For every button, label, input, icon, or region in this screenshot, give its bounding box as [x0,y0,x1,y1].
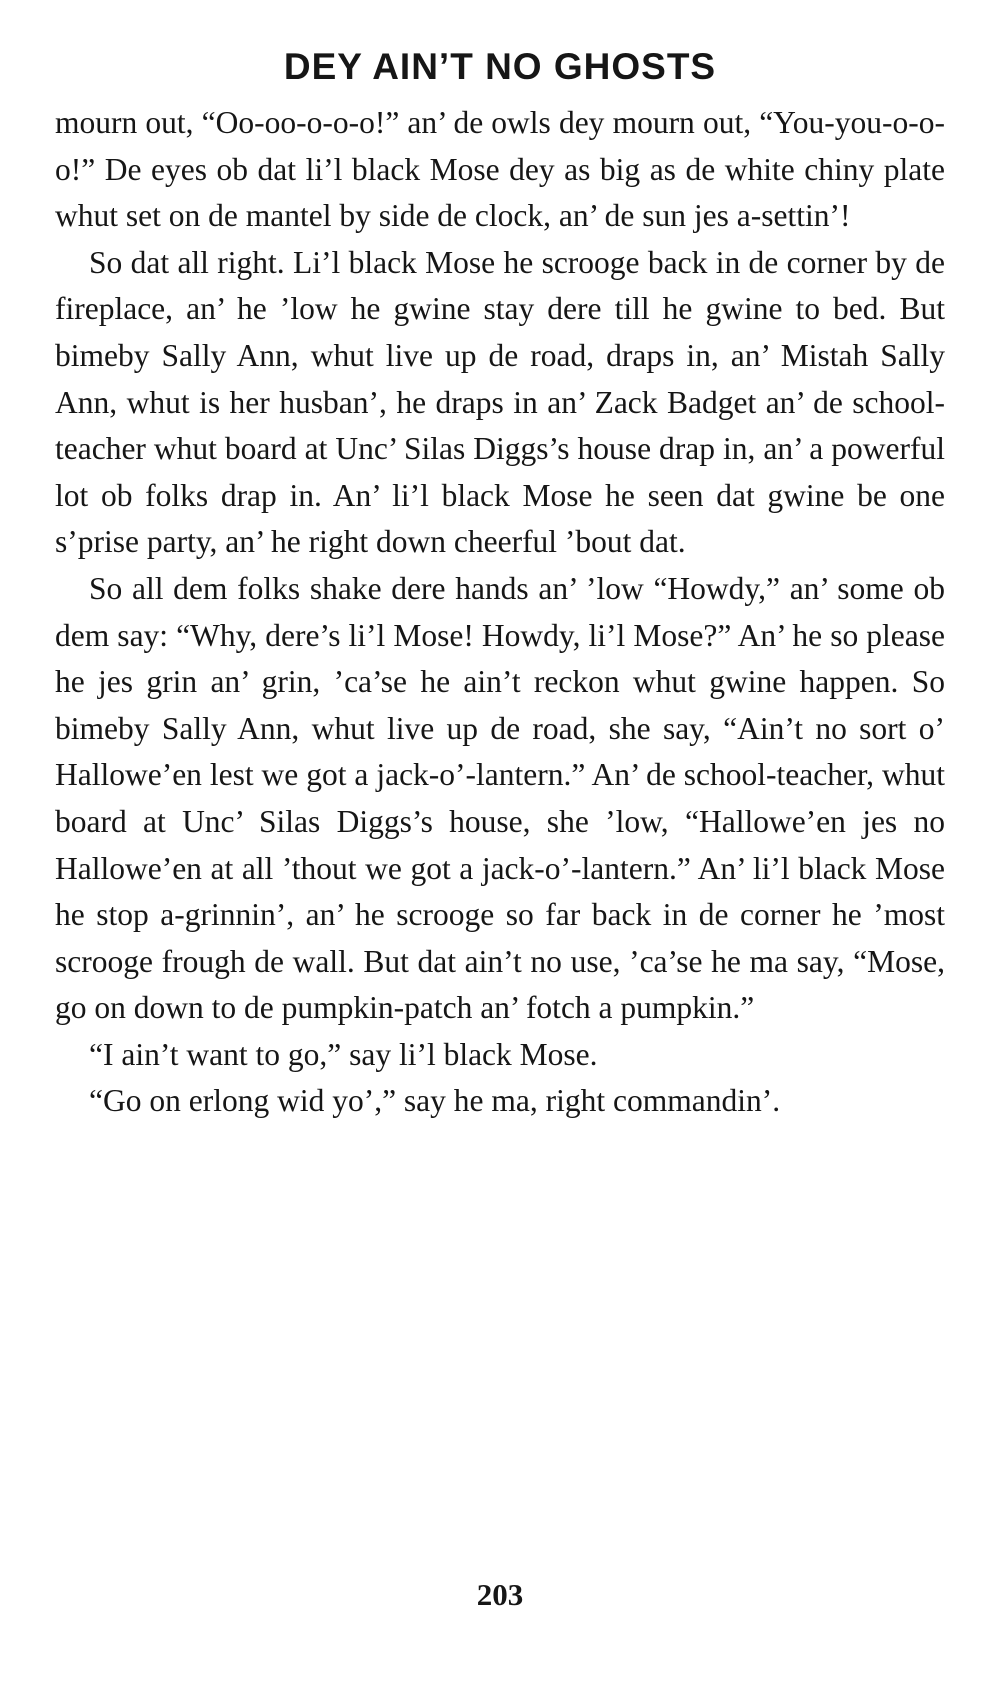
running-title: DEY AIN’T NO GHOSTS [283,46,717,87]
page-number: 203 [476,1577,524,1612]
paragraph: “I ain’t want to go,” say li’l black Mose. [89,1036,598,1072]
page-body [55,100,945,1125]
paragraph: So dat all right. Li’l black Mose he scrooge back in de corner by de fireplace, an’ he ’low he gwine stay dere till he gwine to bed. But bimeby Sally Ann, whut live up de road, draps in, an’ Mistah Sally Ann, whut is her husban’, he draps in an’ Zack Badget an’ de school-teacher whut board at Unc’ Silas Diggs’s house drap in, an’ a powerful lot ob folks drap in. An’ li’l black Mose he seen dat gwine be one s’prise party, an’ he right down cheerful ’bout dat. [55,244,945,560]
paragraph: “Go on erlong wid yo’,” say he ma, right commandin’. [89,1083,781,1119]
paragraph: So all dem folks shake dere hands an’ ’low “Howdy,” an’ some ob dem say: “Why, dere’s li’l Mose! Howdy, li’l Mose?” An’ he so please he jes grin an’ grin, ’ca’se he ain’t reckon whut gwine happen. So bimeby Sally Ann, whut live up de road, she say, “Ain’t no sort o’ Hallowe’en lest we got a jack-o’-lantern.” An’ de school-teacher, whut board at Unc’ Silas Diggs’s house, she ’low, “Hallowe’en jes no Hallowe’en at all ’thout we got a jack-o’-lantern.” An’ li’l black Mose he stop a-grinnin’, an’ he scrooge so far back in de corner he ’most scrooge frough de wall. But dat ain’t no use, ’ca’se he ma say, “Mose, go on down to de pumpkin-patch an’ fotch a pumpkin.” [55,570,945,1026]
paragraph-continuation: mourn out, “Oo-oo-o-o-o!” an’ de owls dey mourn out, “You-you-o-o-o!” De eyes ob dat li’l black Mose dey as big as de white chiny plate whut set on de mantel by side de clock, an’ de sun jes a-settin’! [55,105,945,234]
